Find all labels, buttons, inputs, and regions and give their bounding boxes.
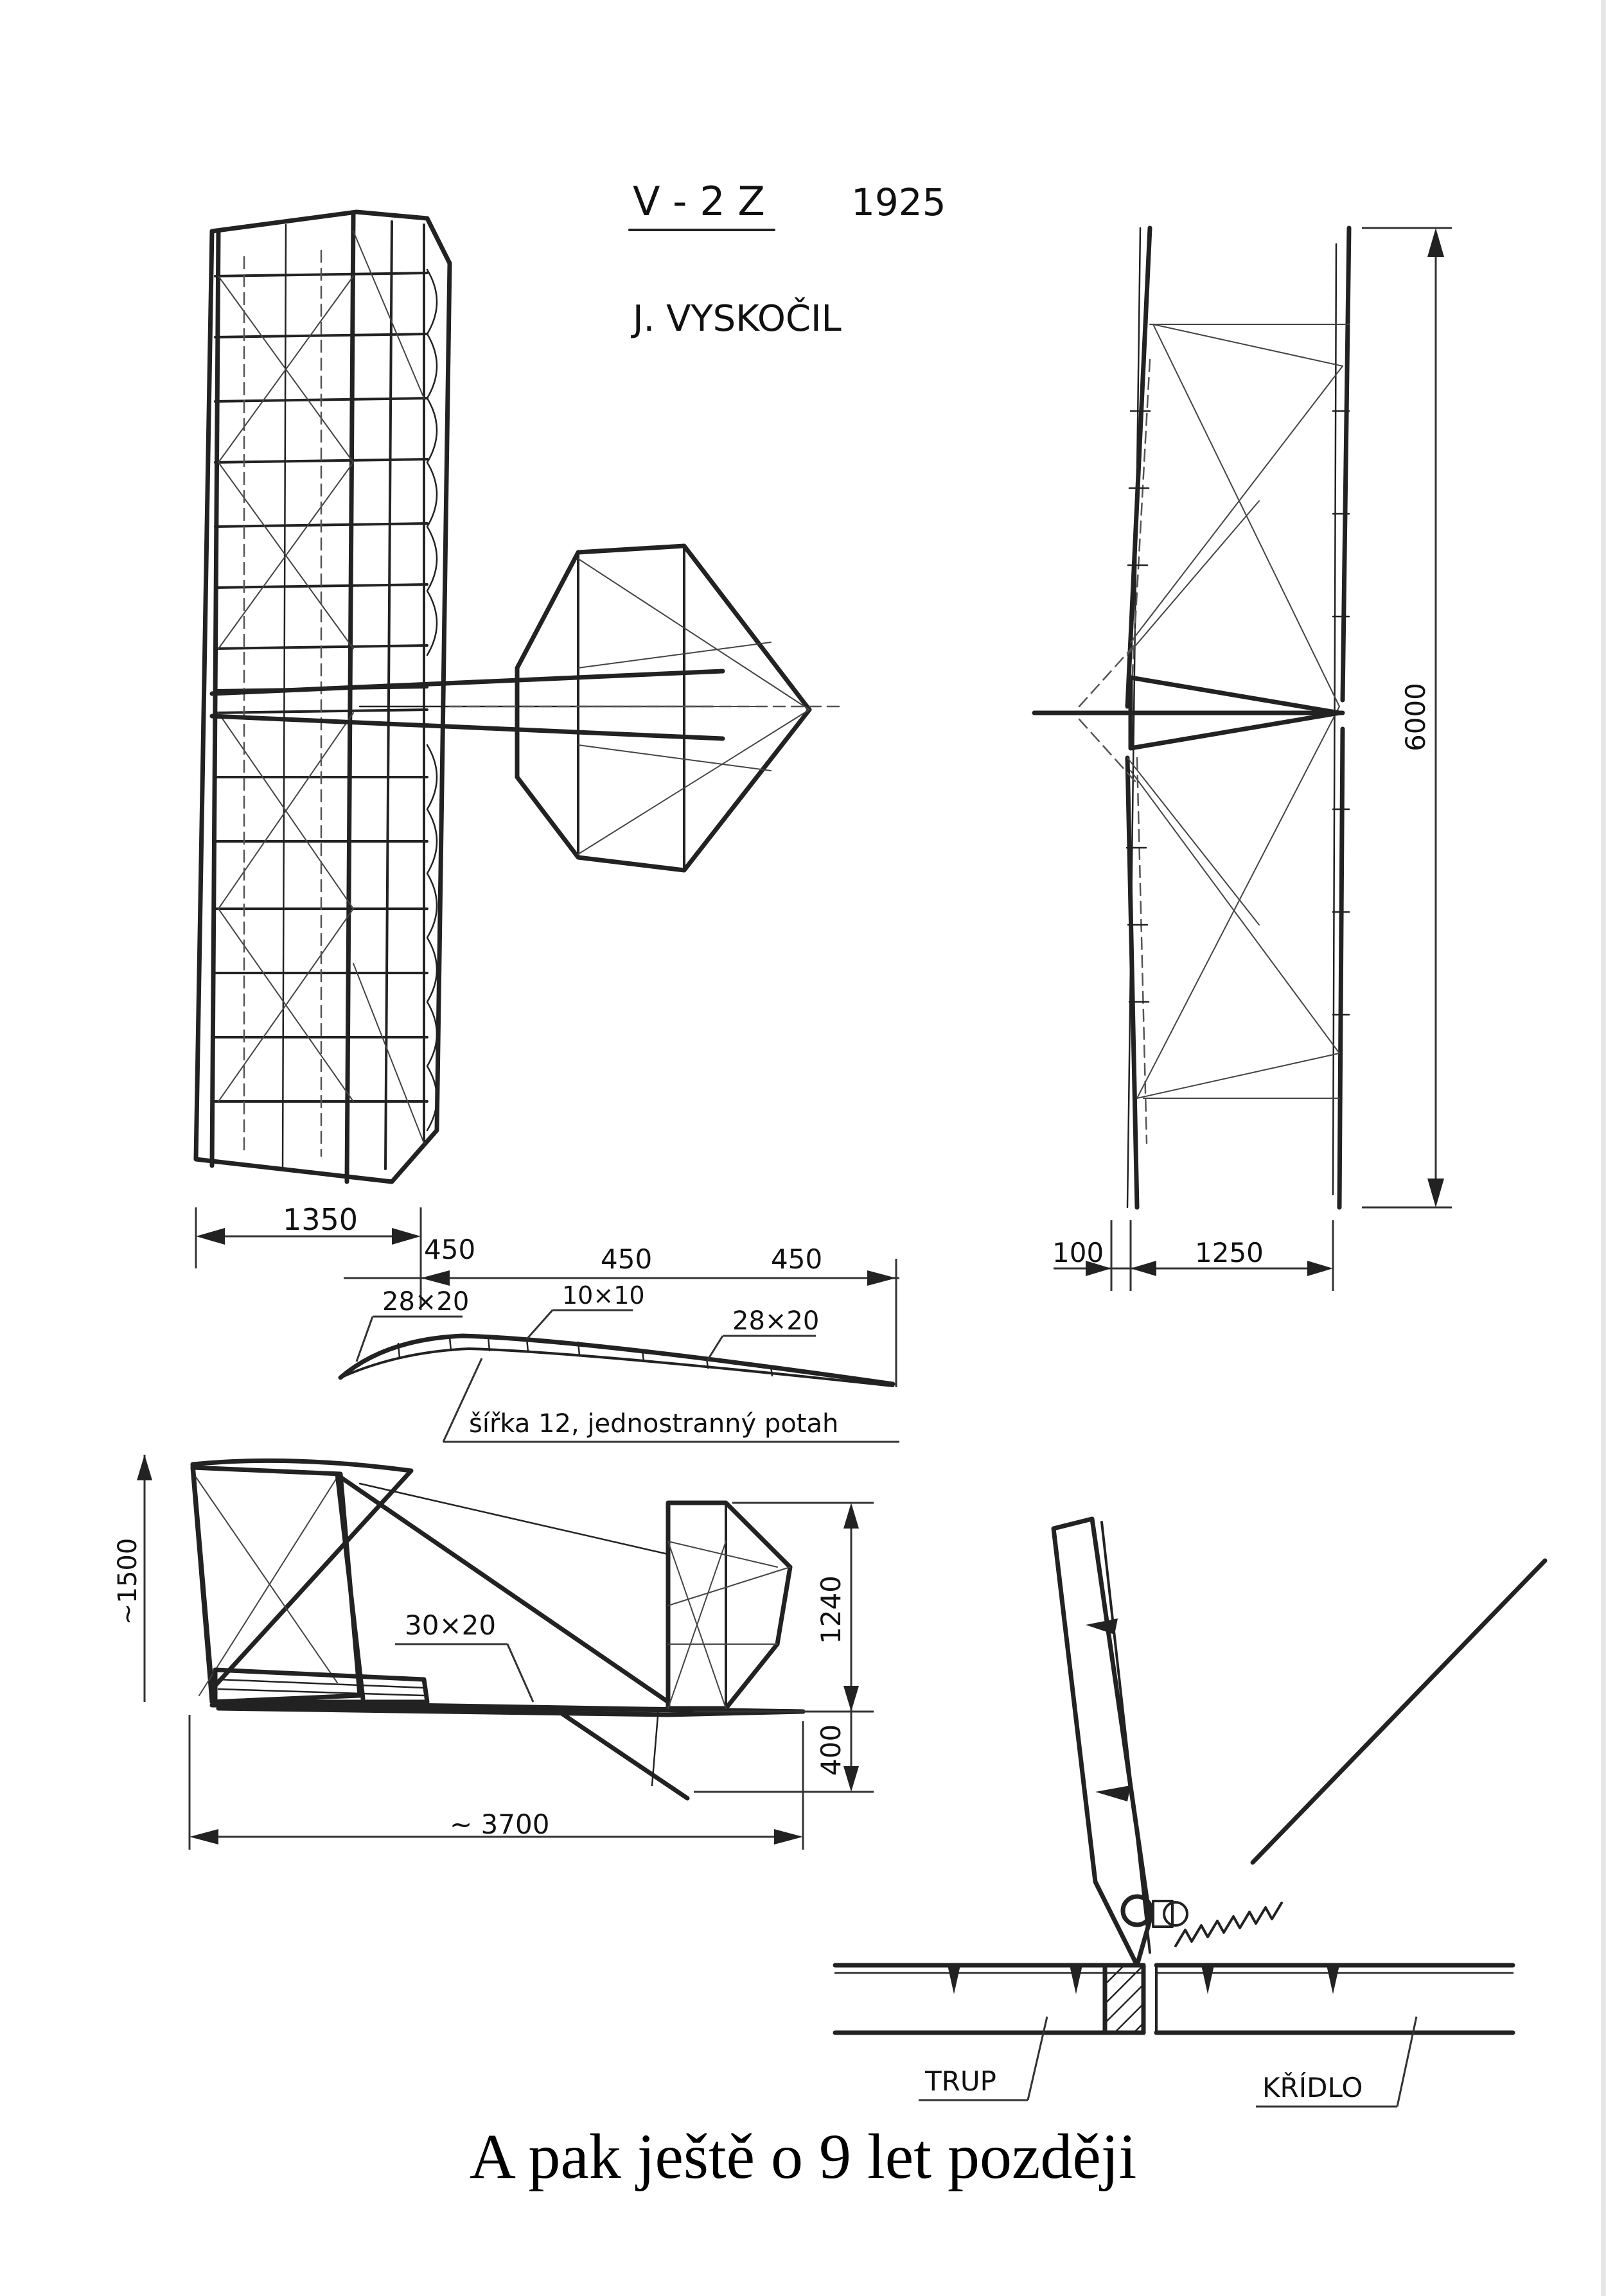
dim-span <box>1362 228 1452 1207</box>
top-trailing-lower <box>1339 729 1343 1207</box>
detail-hatch <box>1105 1965 1143 2033</box>
dim-chord <box>196 1202 421 1268</box>
dim-top-depth-label: 1250 <box>1195 1237 1264 1268</box>
wing-scalloped-edge <box>427 270 437 1130</box>
model-label: V - 2 Z <box>633 178 765 225</box>
profile-lead-section-label: 28×20 <box>382 1287 470 1317</box>
dim-side-height <box>113 1455 152 1702</box>
side-top-wire <box>360 1484 668 1554</box>
wing-profile <box>340 1234 899 1442</box>
dim-side-upper-label: 1240 <box>815 1575 847 1644</box>
author-label: J. VYSKOČIL <box>633 298 842 340</box>
joint-detail <box>835 1519 1545 2107</box>
dim-top-bottom <box>1052 1220 1333 1291</box>
dim-profile-seg-1-label: 450 <box>601 1243 653 1275</box>
detail-bracing-wire <box>1253 1561 1545 1862</box>
profile-mid-section-label: 10×10 <box>562 1281 645 1310</box>
dim-tail-gap-label: 450 <box>424 1234 476 1265</box>
dim-profile-seg-2-label: 450 <box>771 1243 823 1275</box>
dim-length <box>190 1715 803 1850</box>
side-view <box>113 1455 874 1850</box>
year-label: 1925 <box>851 180 946 224</box>
profile-lower-surface <box>340 1349 893 1386</box>
dim-side-right <box>694 1503 874 1792</box>
title-block <box>630 178 946 340</box>
profile-rear-section-label: 28×20 <box>732 1306 820 1336</box>
side-tail <box>668 1503 790 1708</box>
fuselage-boom-lower <box>212 716 723 739</box>
detail-wing-label: KŘÍDLO <box>1262 2072 1363 2103</box>
profile-note-label: šířka 12, jednostranný potah <box>469 1409 839 1439</box>
front-view-wing <box>196 212 842 1268</box>
top-view <box>1034 228 1452 1291</box>
detail-fuselage-label: TRUP <box>925 2065 996 2097</box>
fuselage-boom-upper <box>212 671 723 694</box>
dim-side-lower-label: 400 <box>815 1724 847 1776</box>
dim-length-label: ~ 3700 <box>450 1809 550 1840</box>
wing-rear-spar <box>385 222 392 1169</box>
side-mast <box>337 1474 363 1699</box>
detail-spring <box>1176 1903 1282 1946</box>
dim-chord-label: 1350 <box>283 1202 358 1237</box>
side-diagonal-brace <box>340 1477 668 1702</box>
top-bracing <box>1127 324 1349 1143</box>
dim-side-height-label: ~1500 <box>113 1538 143 1625</box>
page-caption: A pak ještě o 9 let později <box>469 2121 1137 2192</box>
scan-edge <box>1601 0 1606 2296</box>
tail-panel <box>517 546 809 870</box>
side-skid <box>559 1712 687 1798</box>
top-trailing-upper <box>1343 228 1349 700</box>
wing-leading-spar <box>212 231 218 1166</box>
side-strut-section-label: 30×20 <box>405 1609 497 1641</box>
dim-front-offset-label: 100 <box>1052 1237 1104 1268</box>
dim-span-label: 6000 <box>1400 683 1431 751</box>
